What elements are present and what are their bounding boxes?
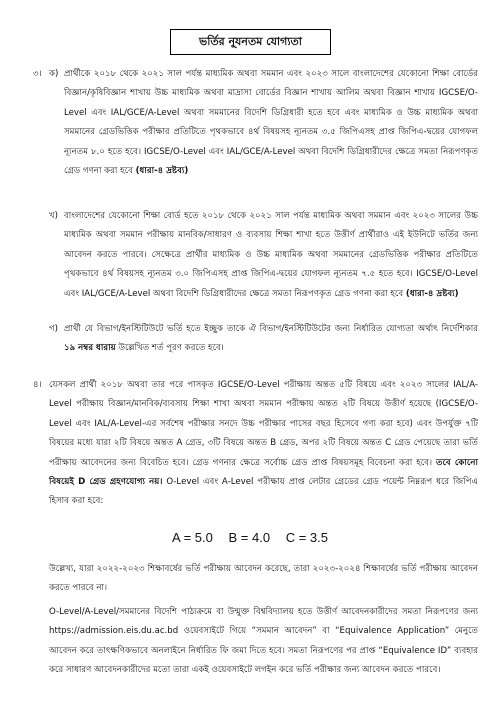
item-4-paragraph — [49, 376, 478, 512]
item-label-kha: খ) — [49, 211, 58, 221]
note-previous-applicants: উল্লেখ্য, যারা ২০২২-২০২৩ শিক্ষাবর্ষের ভর্তি পরীক্ষায় আবেদন করেছে, তারা ২০২৩-২০২৪ শিক্ষাবর্ষের ভর্তি পরীক্ষায় আবেদন করতে পারবে না। — [49, 564, 478, 594]
item-ka-text: প্রার্থীকে ২০১৮ থেকে ২০২১ সাল পর্যন্ত মাধ্যমিক অথবা সমমান এবং ২০২৩ সালে বাংলাদেশের যেকোনো শিক্ষা বোর্ডের বিজ্ঞান/কৃষিবিজ্ঞান শাখায় উচ্চ মাধ্যমিক অথবা মাদ্রাসা বোর্ডের বিজ্ঞান শাখায় আলিম অথবা বিজ্ঞান শাখায় IGCSE/O-Level এবং IAL/GCE/A-Level অথবা সমমানের বিদেশি ডিগ্রিধারী হতে হবে এবং মাধ্যমিক ও উচ্চ মাধ্যমিক অথবা সমমানের গ্রেডভিত্তিক পরীক্ষার প্রতিটিতে পৃথকভাবে ৪র্থ বিষয়সহ ন্যূনতম ৩.৫ জিপিএসহ প্রাপ্ত জিপিএ-দ্বয়ের যোগফল ন্যূনতম ৮.০ হতে হবে। IGCSE/O-Level এবং IAL/GCE/A-Level অথবা বিদেশি ডিগ্রিধারীদের ক্ষেত্রে সমতা নিরূপণকৃত গ্রেড গণনা করা হবে — [64, 69, 478, 177]
item-ga-text-end: উল্লেখিত শর্ত পূরণ করতে হবে। — [118, 343, 224, 354]
item-kha-reference: (ধারা-৪ দ্রষ্টব্য) — [405, 288, 459, 299]
item-ga-paragraph — [64, 320, 478, 359]
item-kha-text: বাংলাদেশের যেকোনো শিক্ষা বোর্ড হতে ২০১৮ থেকে ২০২১ সাল পর্যন্ত মাধ্যমিক অথবা সমমান এবং ২০২৩ সালের উচ্চ মাধ্যমিক অথবা সমমান পরীক্ষায় মানবিক/সাধারণ ও ব্যবসায় শিক্ষা শাখা হতে উত্তীর্ণ প্রার্থীরাও এই ইউনিটে ভর্তির জন্য আবেদন করতে পারবে। সেক্ষেত্রে প্রার্থীর মাধ্যমিক ও উচ্চ মাধ্যমিক অথবা সমমানের গ্রেডভিত্তিক পরীক্ষার প্রতিটিতে পৃথকভাবে ৪র্থ বিষয়সহ ন্যূনতম ৩.০ জিপিএসহ প্রাপ্ত জিপিএ-দ্বয়ের যোগফল ন্যূনতম ৭.৫ হতে হবে। IGCSE/O-Level এবং IAL/GCE/A-Level অথবা বিদেশি ডিগ্রিধারীদের ক্ষেত্রে সমতা নিরূপণকৃত গ্রেড গণনা করা হবে — [64, 211, 478, 299]
item-ka-reference: (ধারা-৪ দ্রষ্টব্য) — [135, 166, 189, 177]
page-title: ভর্তির নূ্যনতম যোগ্যতা — [170, 29, 331, 55]
item-ga-reference: ১৯ নম্বর ধারায় — [64, 343, 116, 354]
item-kha-paragraph — [64, 207, 478, 304]
item-4-text: যেসকল প্রার্থী ২০১৮ অথবা তার পরে পাসকৃত IGCSE/O-Level পরীক্ষায় অন্তত ৫টি বিষয়ে এবং ২০২৩ সালের IAL/A-Level পরীক্ষায় বিজ্ঞান/মানবিক/ব্যবসায় শিক্ষা শাখা অথবা সমমান পরীক্ষায় অন্তত ২টি বিষয়ে উত্তীর্ণ হয়েছে (IGCSE/O-Level এবং IAL/A-Level-এর সর্বশেষ পরীক্ষার সনদে উচ্চ পরীক্ষার পাসের বছর হিসেবে গণ্য করা হবে) এবং উপর্যুক্ত ৭টি বিষয়ের মধ্যে যারা ২টি বিষয়ে অন্তত A গ্রেড, ৩টি বিষয়ে অন্তত B গ্রেড, অপর ২টি বিষয়ে অন্তত C গ্রেড পেয়েছে তারা ভর্তি পরীক্ষায় আবেদনের জন্য বিবেচিত হবে। গ্রেড গণনার ক্ষেত্রে সর্বোচ্চ গ্রেড প্রাপ্ত বিষয়সমূহ বিবেচনা করা হবে। — [49, 380, 478, 468]
note-equivalence-application: O-Level/A-Level/সমমানের বিদেশি পাঠ্যক্রমে বা উন্মুক্ত বিশ্ববিদ্যালয় হতে উত্তীর্ণ আবেদনকারীদের সমতা নিরূপণের জন্য https://admission.eis.du.ac.bd ওয়েবসাইটে গিয়ে “সমমান আবেদন” বা “Equivalence Application” মেনুতে আবেদন করে তাৎক্ষণিকভাবে অনলাইনে নির্ধারিত ফি জমা দিতে হবে। সমতা নিরূপণের পর প্রাপ্ত “Equivalence ID” ব্যবহার করে সাধারণ আবেদনকারীদের মতো তারা একই ওয়েবসাইটে লগইন করে ভর্তি পরীক্ষার জন্য আবেদন করতে পারবে। — [49, 607, 478, 676]
grade-c-point: C = 3.5 — [285, 530, 328, 545]
item-4-d-grade-note: তবে কোনো বিষয়েই D গ্রেড গ্রহণযোগ্য নয়। — [49, 457, 478, 488]
item-label-ka: ক) — [49, 69, 59, 79]
item-label-ga: গ) — [49, 324, 58, 334]
item-ka-paragraph — [64, 65, 478, 181]
item-ga-text: প্রার্থী যে বিভাগ/ইনস্টিটিউটে ভর্তি হতে ইচ্ছুক তাকে ঐ বিভাগ/ইনস্টিটিউটের জন্য নির্ধারিত যোগ্যতা অর্থাৎ নির্দেশিকার — [64, 324, 478, 334]
grade-point-formula — [0, 530, 500, 545]
grade-b-point: B = 4.0 — [228, 530, 271, 545]
item-number-4: ৪। — [33, 380, 42, 390]
item-4-text-end: O-Level এবং A-Level পরীক্ষায় প্রাপ্ত লেটার গ্রেডের গ্রেড পয়েন্ট নিম্নরূপ ধরে জিপিএ হিসাব করা হবে: — [49, 477, 478, 507]
grade-a-point: A = 5.0 — [172, 530, 213, 545]
item-number-3: ৩। — [33, 69, 42, 79]
